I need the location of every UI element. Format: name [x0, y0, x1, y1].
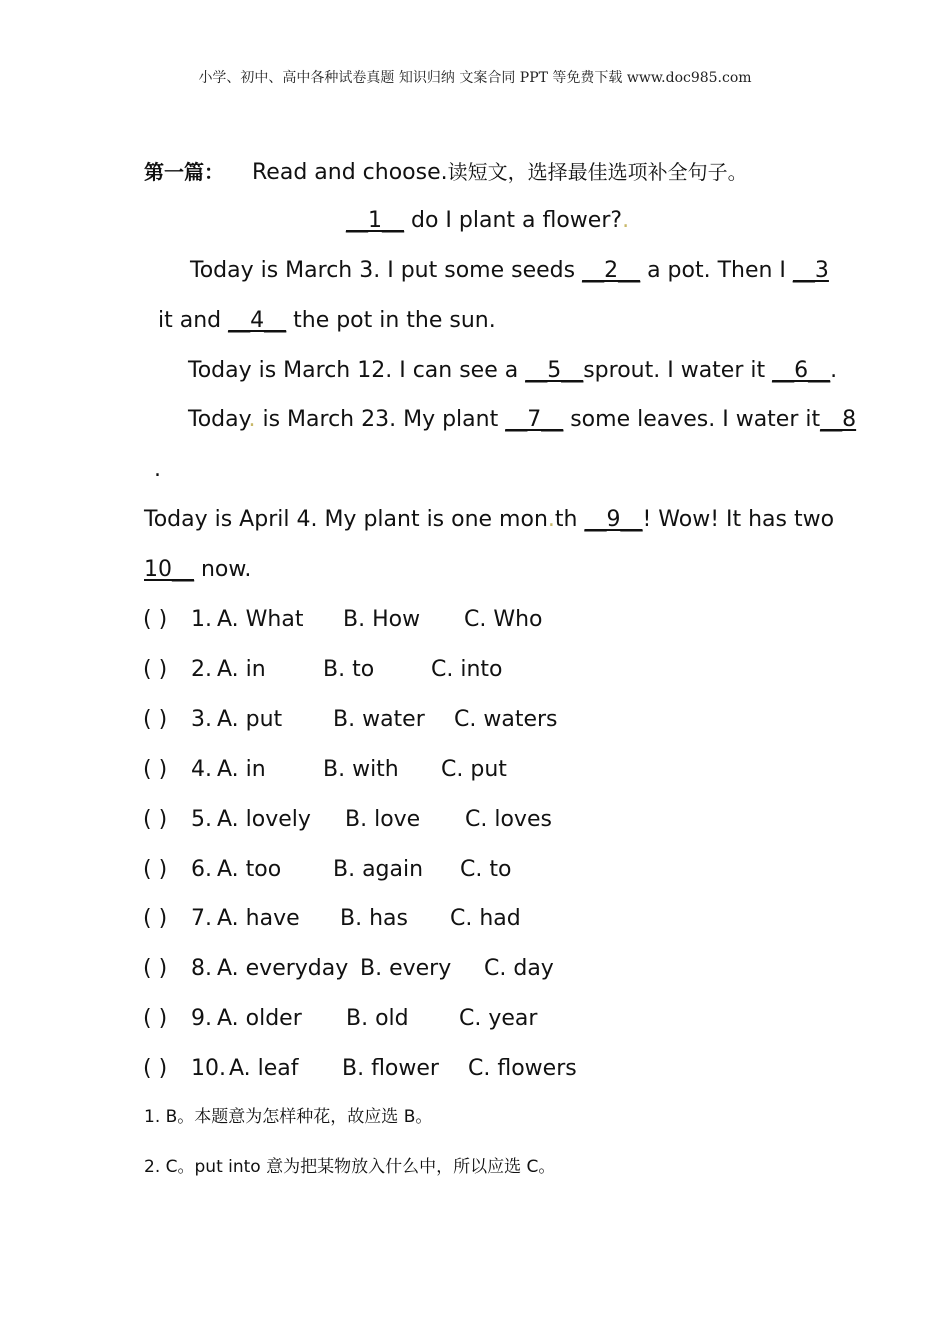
- option-c: C. flowers: [468, 1056, 577, 1081]
- passage-text: ! Wow! It has two: [642, 507, 835, 532]
- option-b: B. again: [333, 857, 424, 882]
- question-row: [0, 755, 950, 785]
- option-a: A. lovely: [217, 807, 311, 832]
- option-c: C. to: [460, 857, 512, 882]
- passage-title: __1__ do I plant a flower?.: [346, 206, 629, 236]
- answer-text: put into: [194, 1157, 261, 1177]
- option-b: B. love: [345, 807, 421, 832]
- answer-text: 。: [538, 1157, 556, 1177]
- option-b: B. every: [360, 956, 452, 981]
- option-b: B. How: [343, 607, 421, 632]
- option-c: C. put: [441, 757, 507, 782]
- passage-line-5: .: [154, 457, 161, 482]
- option-b: B. flower: [342, 1056, 439, 1081]
- passage-text: Today is April 4. My plant is one mon: [144, 507, 548, 532]
- page-header: 小学、初中、高中各种试卷真题 知识归纳 文案合同 PPT 等免费下载 www.doc985.com: [198, 70, 752, 86]
- passage-text: sprout. I water it: [583, 358, 773, 383]
- question-row: [0, 904, 950, 934]
- option-a: A. in: [217, 757, 266, 782]
- passage-line-7: [144, 555, 251, 585]
- blank-10: 10__: [144, 557, 194, 582]
- question-number: 5.: [191, 807, 212, 832]
- passage-text: a pot. Then I: [640, 258, 793, 283]
- option-a: A. have: [217, 906, 300, 931]
- blank-2: __2__: [582, 258, 641, 283]
- passage-text: .: [830, 358, 838, 383]
- answer-2: [144, 1155, 555, 1179]
- answer-text: 。: [177, 1157, 195, 1177]
- question-row: [0, 705, 950, 735]
- answer-paren: ( ): [143, 707, 168, 732]
- option-b: B. has: [340, 906, 408, 931]
- option-a: A. in: [217, 657, 266, 682]
- option-a: A. What: [217, 607, 304, 632]
- question-number: 4.: [191, 757, 212, 782]
- question-number: 10.: [191, 1056, 226, 1081]
- blank-7: __7__: [505, 407, 564, 432]
- option-a: A. leaf: [229, 1056, 299, 1081]
- question-row: [0, 1004, 950, 1034]
- answer-paren: ( ): [143, 956, 168, 981]
- title-text: do I plant a flower?: [404, 208, 623, 233]
- option-a: A. older: [217, 1006, 302, 1031]
- answer-paren: ( ): [143, 607, 168, 632]
- answer-paren: ( ): [143, 906, 168, 931]
- answer-text: B: [403, 1107, 416, 1127]
- passage-text: Today is March 12. I can see a: [188, 358, 526, 383]
- passage-text: Today: [188, 407, 249, 432]
- question-number: 3.: [191, 707, 212, 732]
- option-c: C. waters: [454, 707, 558, 732]
- option-c: C. day: [484, 956, 554, 981]
- passage-line-3: [188, 356, 837, 386]
- passage-line-2: [158, 306, 496, 336]
- answer-paren: ( ): [143, 1056, 168, 1081]
- answer-text: 。本题意为怎样种花，故应选: [177, 1107, 404, 1127]
- answer-text: 。: [415, 1107, 433, 1127]
- passage-text: th: [554, 507, 585, 532]
- blank-4: __4__: [228, 308, 287, 333]
- passage-text: the pot in the sun.: [286, 308, 496, 333]
- passage-line-4: Today. is March 23. My plant __7__ some leaves. I water it__8: [188, 405, 856, 435]
- section-label: 第一篇：: [144, 160, 224, 184]
- answer-text: C: [526, 1157, 539, 1177]
- option-c: C. Who: [464, 607, 543, 632]
- option-c: C. year: [459, 1006, 538, 1031]
- answer-paren: ( ): [143, 757, 168, 782]
- answer-1: [144, 1105, 432, 1129]
- blank-5: __5__: [525, 358, 584, 383]
- section-heading: [144, 157, 748, 188]
- question-number: 1.: [191, 607, 212, 632]
- blank-1: __1__: [346, 208, 404, 233]
- option-c: C. into: [431, 657, 503, 682]
- question-number: 7.: [191, 906, 212, 931]
- question-row: [0, 605, 950, 635]
- option-b: B. to: [323, 657, 375, 682]
- passage-line-1: [190, 256, 829, 286]
- question-row: [0, 1054, 950, 1084]
- question-row: [0, 655, 950, 685]
- option-b: B. water: [333, 707, 425, 732]
- blank-8: __8: [820, 407, 857, 432]
- option-b: B. old: [346, 1006, 409, 1031]
- instruction-en: Read and choose.: [252, 160, 448, 185]
- question-number: 6.: [191, 857, 212, 882]
- answer-paren: ( ): [143, 657, 168, 682]
- option-c: C. had: [450, 906, 521, 931]
- passage-text: Today is March 3. I put some seeds: [190, 258, 583, 283]
- option-b: B. with: [323, 757, 399, 782]
- answer-paren: ( ): [143, 1006, 168, 1031]
- passage-text: it and: [158, 308, 229, 333]
- blank-3: __3: [792, 258, 829, 283]
- option-c: C. loves: [465, 807, 552, 832]
- answer-paren: ( ): [143, 807, 168, 832]
- passage-text: some leaves. I water it: [563, 407, 821, 432]
- blank-6: __6__: [772, 358, 831, 383]
- blank-9: __9__: [584, 507, 643, 532]
- passage-text: is March 23. My plant: [255, 407, 506, 432]
- question-number: 9.: [191, 1006, 212, 1031]
- passage-line-6: Today is April 4. My plant is one mon.th __9__! Wow! It has two: [144, 505, 834, 535]
- instruction-cn: 读短文，选择最佳选项补全句子。: [447, 160, 748, 184]
- option-a: A. put: [217, 707, 283, 732]
- question-number: 2.: [191, 657, 212, 682]
- answer-text: 1. B: [144, 1107, 178, 1127]
- answer-text: 2. C: [144, 1157, 178, 1177]
- answer-text: 意为把某物放入什么中，所以应选: [260, 1157, 527, 1177]
- option-a: A. too: [217, 857, 282, 882]
- question-row: [0, 954, 950, 984]
- question-row: [0, 805, 950, 835]
- question-number: 8.: [191, 956, 212, 981]
- answer-paren: ( ): [143, 857, 168, 882]
- passage-text: now.: [194, 557, 252, 582]
- option-a: A. everyday: [217, 956, 349, 981]
- question-row: [0, 855, 950, 885]
